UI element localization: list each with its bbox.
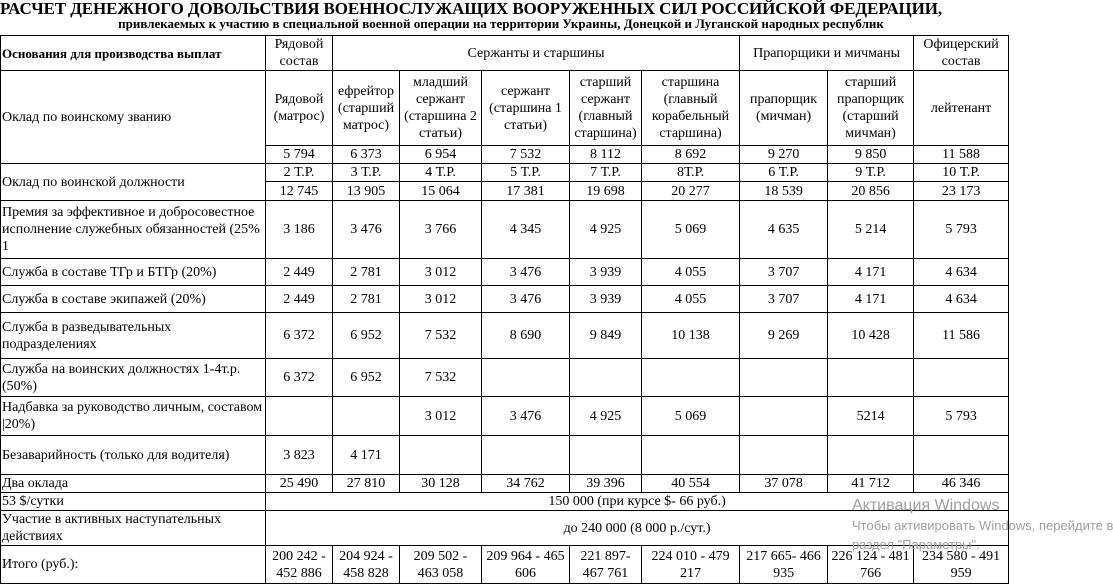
position-tariff-row (1, 164, 1009, 182)
table-cell: 4 925 (570, 201, 642, 259)
table-cell: 5 069 (642, 397, 740, 436)
row-label: Служба в составе экипажей (20%) (1, 286, 266, 313)
table-cell: 3 012 (400, 286, 482, 313)
row-label: Оклад по воинской должности (1, 164, 266, 201)
header-row (1, 36, 1009, 71)
table-cell: 23 173 (914, 182, 1009, 201)
table-cell: 3 476 (482, 397, 570, 436)
watermark-line: Чтобы активировать Windows, перейдите в (852, 518, 1113, 533)
table-cell: 209 502 - 463 058 (400, 546, 482, 584)
watermark-title: Активация Windows (852, 497, 1000, 514)
table-cell: 9 849 (570, 313, 642, 359)
table-row (1, 436, 1009, 475)
table-cell: 8 692 (642, 146, 740, 164)
table-cell: 221 897- 467 761 (570, 546, 642, 584)
table-cell: 226 124 - 481 766 (828, 546, 914, 584)
table-cell: 2 781 (333, 259, 400, 286)
merged-cell: 150 000 (при курсе $- 66 руб.) (266, 493, 1009, 511)
table-cell: 3 476 (333, 201, 400, 259)
table-cell: 224 010 - 479 217 (642, 546, 740, 584)
rank-name: старшина (главный корабельный старшина) (642, 71, 740, 146)
table-cell: 7 532 (400, 313, 482, 359)
table-cell: 37 078 (740, 475, 828, 493)
table-cell: 6 952 (333, 359, 400, 397)
table-cell (828, 359, 914, 397)
table-cell: 13 905 (333, 182, 400, 201)
windows-activation-watermark (852, 496, 1113, 554)
table-row (1, 397, 1009, 436)
row-label: Служба в составе ТГр и БТГр (20%) (1, 259, 266, 286)
table-cell: 4 634 (914, 286, 1009, 313)
table-cell: 8 112 (570, 146, 642, 164)
table-cell: 4 635 (740, 201, 828, 259)
row-label: Служба на воинских должностях 1-4т.р. (50%) (1, 359, 266, 397)
table-cell (828, 436, 914, 475)
table-cell (570, 436, 642, 475)
table-cell: 2 449 (266, 259, 333, 286)
table-cell: 234 580 - 491 959 (914, 546, 1009, 584)
rank-name: прапорщик (мичман) (740, 71, 828, 146)
table-cell: 7 532 (400, 359, 482, 397)
table-cell: 3 Т.Р. (333, 164, 400, 182)
table-row (1, 359, 1009, 397)
table-cell (740, 397, 828, 436)
table-cell: 6 373 (333, 146, 400, 164)
table-cell: 3 707 (740, 286, 828, 313)
table-cell (914, 436, 1009, 475)
table-cell: 4 345 (482, 201, 570, 259)
table-cell: 7 532 (482, 146, 570, 164)
row-label: Премия за эффективное и добросовестное исполнение служебных обязанностей (25% 1 (1, 201, 266, 259)
table-cell: 10 138 (642, 313, 740, 359)
row-label: Надбавка за руководство личным, составом |20%) (1, 397, 266, 436)
table-cell: 5 793 (914, 397, 1009, 436)
table-cell: 3 766 (400, 201, 482, 259)
table-cell: 17 381 (482, 182, 570, 201)
table-row (1, 201, 1009, 259)
group-header: Рядовой состав (266, 36, 333, 71)
group-header: Прапорщики и мичманы (740, 36, 914, 71)
rank-name: Рядовой (матрос) (266, 71, 333, 146)
table-cell (642, 359, 740, 397)
table-cell: 209 964 - 465 606 (482, 546, 570, 584)
watermark-line: раздел "Параметры". (852, 537, 980, 552)
table-cell: 8Т.Р. (642, 164, 740, 182)
table-cell: 2 Т.Р. (266, 164, 333, 182)
table-cell: 10 Т.Р. (914, 164, 1009, 182)
table-cell: 200 242 - 452 886 (266, 546, 333, 584)
rank-name: старший прапорщик (старший мичман) (828, 71, 914, 146)
table-cell: 5214 (828, 397, 914, 436)
table-cell: 9 Т.Р. (828, 164, 914, 182)
basis-header: Основания для производства выплат (1, 36, 266, 71)
table-cell: 30 128 (400, 475, 482, 493)
table-cell: 6 372 (266, 313, 333, 359)
table-cell: 6 952 (333, 313, 400, 359)
table-cell: 3 186 (266, 201, 333, 259)
table-cell: 4 Т.Р. (400, 164, 482, 182)
rank-name: лейтенант (914, 71, 1009, 146)
table-cell (400, 436, 482, 475)
row-label: Два оклада (1, 475, 266, 493)
table-cell: 15 064 (400, 182, 482, 201)
table-cell: 6 954 (400, 146, 482, 164)
table-cell: 6 Т.Р. (740, 164, 828, 182)
table-cell: 4 171 (828, 286, 914, 313)
document-title: РАСЧЕТ ДЕНЕЖНОГО ДОВОЛЬСТВИЯ ВОЕННОСЛУЖАЩИХ ВООРУЖЕННЫХ СИЛ РОССИЙСКОЙ ФЕДЕРАЦИИ, (0, 0, 943, 18)
table-cell: 2 449 (266, 286, 333, 313)
table-cell: 3 823 (266, 436, 333, 475)
merged-cell: до 240 000 (8 000 р./сут.) (266, 511, 1009, 546)
row-label: Служба в разведывательных подразделениях (1, 313, 266, 359)
table-cell: 2 781 (333, 286, 400, 313)
table-cell: 204 924 - 458 828 (333, 546, 400, 584)
table-cell: 10 428 (828, 313, 914, 359)
table-cell: 9 270 (740, 146, 828, 164)
table-cell (333, 397, 400, 436)
table-cell: 5 214 (828, 201, 914, 259)
rank-name: сержант (старшина 1 статьи) (482, 71, 570, 146)
table-row (1, 313, 1009, 359)
table-cell: 3 707 (740, 259, 828, 286)
table-row (1, 286, 1009, 313)
table-cell: 8 690 (482, 313, 570, 359)
table-cell: 4 925 (570, 397, 642, 436)
table-cell: 4 055 (642, 286, 740, 313)
table-cell: 19 698 (570, 182, 642, 201)
table-cell (482, 436, 570, 475)
table-cell (266, 397, 333, 436)
row-label: Оклад по воинскому званию (1, 71, 266, 164)
table-cell: 34 762 (482, 475, 570, 493)
table-cell (914, 359, 1009, 397)
table-cell: 11 588 (914, 146, 1009, 164)
table-cell (482, 359, 570, 397)
table-cell: 5 794 (266, 146, 333, 164)
row-label: 53 $/сутки (1, 493, 266, 511)
table-cell: 27 810 (333, 475, 400, 493)
table-cell: 20 277 (642, 182, 740, 201)
rank-name: старший сержант (главный старшина) (570, 71, 642, 146)
table-cell (570, 359, 642, 397)
table-cell: 12 745 (266, 182, 333, 201)
rank-name: младший сержант (старшина 2 статьи) (400, 71, 482, 146)
table-row (1, 259, 1009, 286)
table-cell: 4 171 (333, 436, 400, 475)
table-cell: 4 634 (914, 259, 1009, 286)
table-cell: 7 Т.Р. (570, 164, 642, 182)
group-header: Сержанты и старшины (333, 36, 740, 71)
group-header: Офицерский состав (914, 36, 1009, 71)
table-cell: 5 793 (914, 201, 1009, 259)
table-cell (642, 436, 740, 475)
table-cell: 40 554 (642, 475, 740, 493)
table-cell: 9 850 (828, 146, 914, 164)
table-cell (740, 359, 828, 397)
document-subtitle: привлекаемых к участию в специальной военной операции на территории Украины, Донецкой и Луганской народных республик (118, 16, 884, 31)
table-cell: 39 396 (570, 475, 642, 493)
table-cell: 3 476 (482, 259, 570, 286)
table-cell: 4 055 (642, 259, 740, 286)
table-cell: 5 Т.Р. (482, 164, 570, 182)
table-cell: 3 939 (570, 286, 642, 313)
row-label: Участие в активных наступательных действиях (1, 511, 266, 546)
table-cell: 4 171 (828, 259, 914, 286)
row-label: Итого (руб.): (1, 546, 266, 584)
table-cell: 5 069 (642, 201, 740, 259)
table-cell: 41 712 (828, 475, 914, 493)
table-row (1, 475, 1009, 493)
table-cell: 18 539 (740, 182, 828, 201)
table-cell: 3 012 (400, 397, 482, 436)
table-cell: 3 012 (400, 259, 482, 286)
row-label: Безаварийность (только для водителя) (1, 436, 266, 475)
table-cell: 11 586 (914, 313, 1009, 359)
table-cell: 6 372 (266, 359, 333, 397)
table-cell: 9 269 (740, 313, 828, 359)
table-cell (740, 436, 828, 475)
table-cell: 3 476 (482, 286, 570, 313)
table-cell: 46 346 (914, 475, 1009, 493)
table-cell: 25 490 (266, 475, 333, 493)
table-cell: 217 665- 466 935 (740, 546, 828, 584)
rank-names-row (1, 71, 1009, 146)
table-cell: 20 856 (828, 182, 914, 201)
table-cell: 3 939 (570, 259, 642, 286)
rank-name: ефрейтор (старший матрос) (333, 71, 400, 146)
